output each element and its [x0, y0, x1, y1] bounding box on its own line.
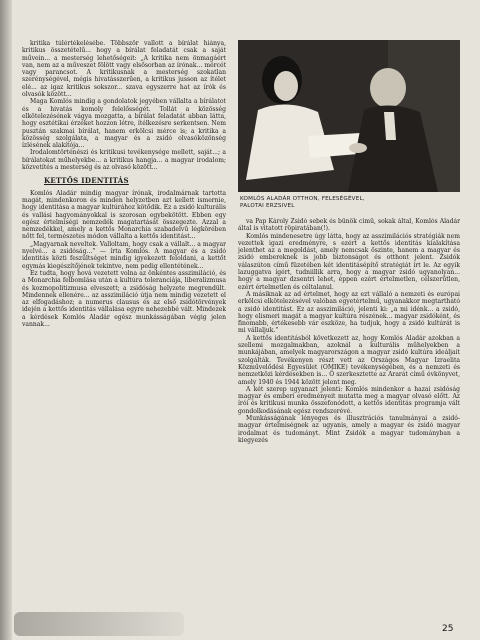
- book-gutter-shadow: [0, 0, 12, 640]
- right-paragraph-4: A kettős identitásból következett az, hogy Komlós Aladár azokban a szellemi mozgalmakban, azoknál a kulturális műhelyekben a munkájában, amelyek magyarországon a magyar zsidó kultúra ideáljait szolgálták. Tevékenyen részt vett az Országos Magyar Izraelita Közművelődési Egyesület (OMIKE) tevékenységében, és a nemzeti és nemzetközi kérdésekben is... Ő szerkesztette az Ararát című évkönyvet, amely 1940 és 1944 között jelent meg.: [238, 334, 460, 386]
- right-paragraph-3: A másiknak az ad értelmet, hogy az ezt vállaló a nemzeti és európai erkölcsi elkötelezésével valóban egyetértelmű, ugyanakkor megtartható a zsidó identitást. Ez az asszimiláció, jelenti ki: „a mi idénk... a zsidó, hogy elismeri magát a magyar kultúra részének... magyar zsidóként, és finomabb, értékesebb vár eszköze, ha tudjuk, hogy a zsidó kultúrát is mi vállaljuk.”: [238, 290, 460, 335]
- section-heading: KETTŐS IDENTITÁS: [44, 176, 129, 186]
- page-number: 25: [442, 624, 454, 634]
- left-paragraph-5: „Magyarnak neveltek. Valloltam, hogy csak a vállalt... a magyar nyelvé... a zsidóság...” — írta Komlós. A magyar és a zsidó identitás közti feszültséget mindig igyekezett feloldani, a kettőt egymás kiegészítőjének tekintve, nem pedig ellentétének...: [22, 240, 226, 270]
- left-paragraph-4: Komlós Aladár mindig magyar írónak, irodalmárnak tartotta magát, mindenkoron és minden helyzetben azt kellett ismernie, hogy identitása a magyar kultúrához kötődik. Ez a zsidó kulturális és vallási hagyományokkal is szorosan egybekötött. Ebben egy egész értelmiségi nemzedék magatartását összegezte. Azzal a nemzedékkel, amely a kettős Monarchia szabadelvű légkörében nőtt fel, természetes módon vállalta a kettős identitást...: [22, 189, 226, 241]
- left-paragraph-3: Irodalomtörténészi és kritikusi tevékenysége mellett, saját...; a bírálatokat műhelyekbe... a kritikus hangja... a magyar irodalom; közvetítés a mesterség és az olvasó között...: [22, 149, 226, 172]
- caption-line-1: KOMLÓS ALADÁR OTTHON, FELESÉGÉVEL,: [240, 196, 365, 202]
- left-paragraph-2: Maga Komlós mindig a gondolatok jegyében vállalta a bírálatot és a hivatás komoly felelősségét. Tollát a közösség elkötelezésének vágya mozgatta, a bírálat feladatát abban látta, hogy esztétikai érzéket hozzon létre, ítélkezésre serkentsen. Nem pusztán szakmai bírálat, hanem erkölcsi mérce is; a kritika a közösség szolgálata, a magyar és a zsidó olvasóközönség ízlésének alakítója...: [22, 98, 226, 150]
- right-paragraph-6: Munkásságának lényeges és illusztrációs tanulmányai a zsidó-magyar értelmiségnek az ugyanis, amely a magyar és zsidó magyar irodalmat és tudományt. Mint Zsidók a magyar tudományban a kiegyezés: [238, 415, 460, 444]
- right-paragraph-5: A két szerep ugyanazt jelenti: Komlós mindenkor a hazai zsidóság magyar és emberi eredményeit mutatta meg a magyar olvasó előtt. Az írói és kritikusi munka összefonódott, a kettős identitás programja vált gondolkodásának egész rendszerévé.: [238, 385, 460, 415]
- photo-caption: [240, 196, 460, 210]
- left-paragraph-6: Ez tudta, hogy hová vezetett volna az önkéntes asszimiláció, és a Monarchia felbomlása után a kultúra toleranciája, liberalizmusa és kozmopolitizmusa elveszett; a zsidóság helyzete megrendült. Mindennek ellenére... az asszimiláció útja nem mindig vezetett el az elfogadáshoz; a numerus clausus és az első zsidótörvények idején a kettős identitás vállalása egyre nehezebbé vált. Mindezek a kérdések Komlós Aladár egész munkásságában végig jelen vannak...: [22, 269, 226, 328]
- right-text-column: [238, 218, 460, 630]
- photograph: [238, 40, 460, 192]
- right-paragraph-1: va Pap Károly Zsidó sebek és bűnök című, sokak által, Komlós Aladár által is vitatott röpiratában(!).: [238, 218, 460, 233]
- right-paragraph-2: Komlós mindenesetre úgy látta, hogy az asszimilációs stratégiák nem vezettek igazi eredményre, s ezért a kettős identitás kialakítása jelenthet az a megoldást, amely nemcsak őszinte, hanem a magyar és zsidó embereknek is jobb biztonságot és otthont jelent. Zsidók válaszúton című füzetében két identitásépítő stratégiát írt le. Az egyik lazuggatva ígért, tudniillik arra, hogy a magyar zsidó ugyanolyan... hogy a magyar dzsentri lehet, éppen ezért értelmetlen, célszerűtlen, ezért értelmetlen és céltalanul.: [238, 232, 460, 291]
- left-paragraph-1: kritika túlértékelésébe. Többször vallott a bírálat hiánya, kritikus összetételű... hogy a bírálat feladatát csak a saját művein... a mesterség lehetőségeit: „A kritika nem önmagáért van, nem az a műveszet fölött vagy elsősorban az írónak... mércét vagy parancsot. A kritikusnak a mesterség szokatlan szerénységével, mégis hivatásszerűen, a kritikus jusson az ítélet elé... az igaz kritikus sokszor... szava egyszerre hat az írók és olvasók között...: [22, 40, 226, 99]
- caption-line-2: PALOTAI ERZSIVEL: [240, 203, 295, 209]
- left-text-column: [22, 40, 226, 632]
- scan-smudge: [14, 612, 184, 636]
- photo-illustration: [238, 40, 460, 192]
